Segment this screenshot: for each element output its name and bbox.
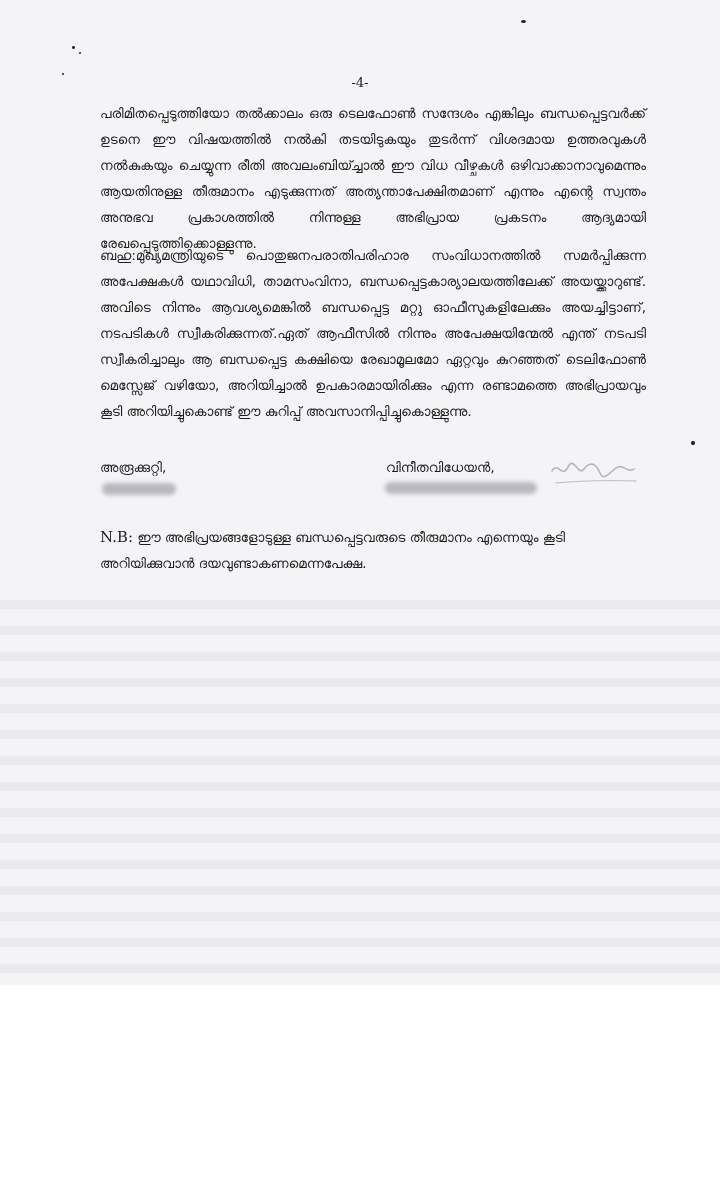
note-block (100, 524, 646, 577)
page-number: -4- (351, 76, 369, 91)
scan-speck (691, 441, 695, 445)
scan-speck (79, 52, 81, 54)
scan-speck (72, 46, 75, 49)
closing-salutation: വിനീതവിധേയൻ, (386, 460, 495, 476)
place-label: അരൂക്കുറ്റി, (100, 460, 167, 476)
paragraph-2: ബഹു:മുഖ്യമന്ത്രിയുടെ പൊതുജനപരാതിപരിഹാര സംവിധാനത്തിൽ സമർപ്പിക്കുന്ന അപേക്ഷകൾ യഥാവിധി, താമസംവിനാ, ബന്ധപ്പെട്ടകാര്യാലയത്തിലേക്ക് അയയ്ക്കാറുണ്ട്. അവിടെ നിന്നും ആവശ്യമെങ്കിൽ ബന്ധപ്പെട്ട മറ്റു ഓഫീസുകളിലേക്കും അയച്ചിട്ടാണ്, നടപടികൾ സ്വീകരിക്കുന്നത്.ഏത് ആഫീസിൽ നിന്നും അപേക്ഷയിന്മേൽ എന്ത് നടപടി സ്വീകരിച്ചാലും ആ ബന്ധപ്പെട്ട കക്ഷിയെ രേഖാമൂലമോ ഏറ്റവും കുറഞ്ഞത് ടെലിഫോൺ മെസ്സേജ് വഴിയോ, അറിയിച്ചാൽ ഉപകാരമായിരിക്കും എന്ന രണ്ടാമത്തെ അഭിപ്രായവും കൂടി അറിയിച്ചുകൊണ്ട് ഈ കുറിപ്പ് അവസാനിപ്പിച്ചുകൊള്ളുന്നു. (100, 248, 646, 420)
note-text: ഈ അഭിപ്രയങ്ങളോടുള്ള ബന്ധപ്പെട്ടവരുടെ തീരുമാനം എന്നെയും കൂടി അറിയിക്കുവാൻ ദയവുണ്ടാകണമെന്നപേക്ഷ. (100, 530, 566, 572)
back-page-bleed-through (0, 600, 720, 985)
note-label: N.B: (100, 528, 134, 546)
redacted-place (102, 483, 176, 495)
scan-speck (521, 20, 526, 23)
paragraph-1: പരിമിതപ്പെടുത്തിയോ തൽക്കാലം ഒരു ടെലഫോൺ സന്ദേശം എങ്കിലും ബന്ധപ്പെട്ടവർക്ക് ഉടനെ ഈ വിഷയത്തിൽ നൽകി തടയിടുകയും തുടർന്ന് വിശദമായ ഉത്തരവുകൾ നൽകുകയും ചെയ്യുന്ന രീതി അവലംബിയ്ച്ചാൽ ഈ വിധ വീഴ്ചകൾ ഒഴിവാക്കാനാവുമെന്നും ആയതിനുള്ള തീരുമാനം എടുക്കുന്നത് അത്യന്താപേക്ഷിതമാണ് എന്നും എന്റെ സ്വന്തം അനുഭവ പ്രകാശത്തിൽ നിന്നുള്ള അഭിപ്രായ പ്രകടനം ആദ്യമായി രേഖപ്പെടുത്തിക്കൊള്ളുന്നു. (100, 106, 646, 252)
handwritten-signature (548, 455, 638, 489)
scan-speck (62, 73, 64, 75)
redacted-name (385, 482, 537, 494)
